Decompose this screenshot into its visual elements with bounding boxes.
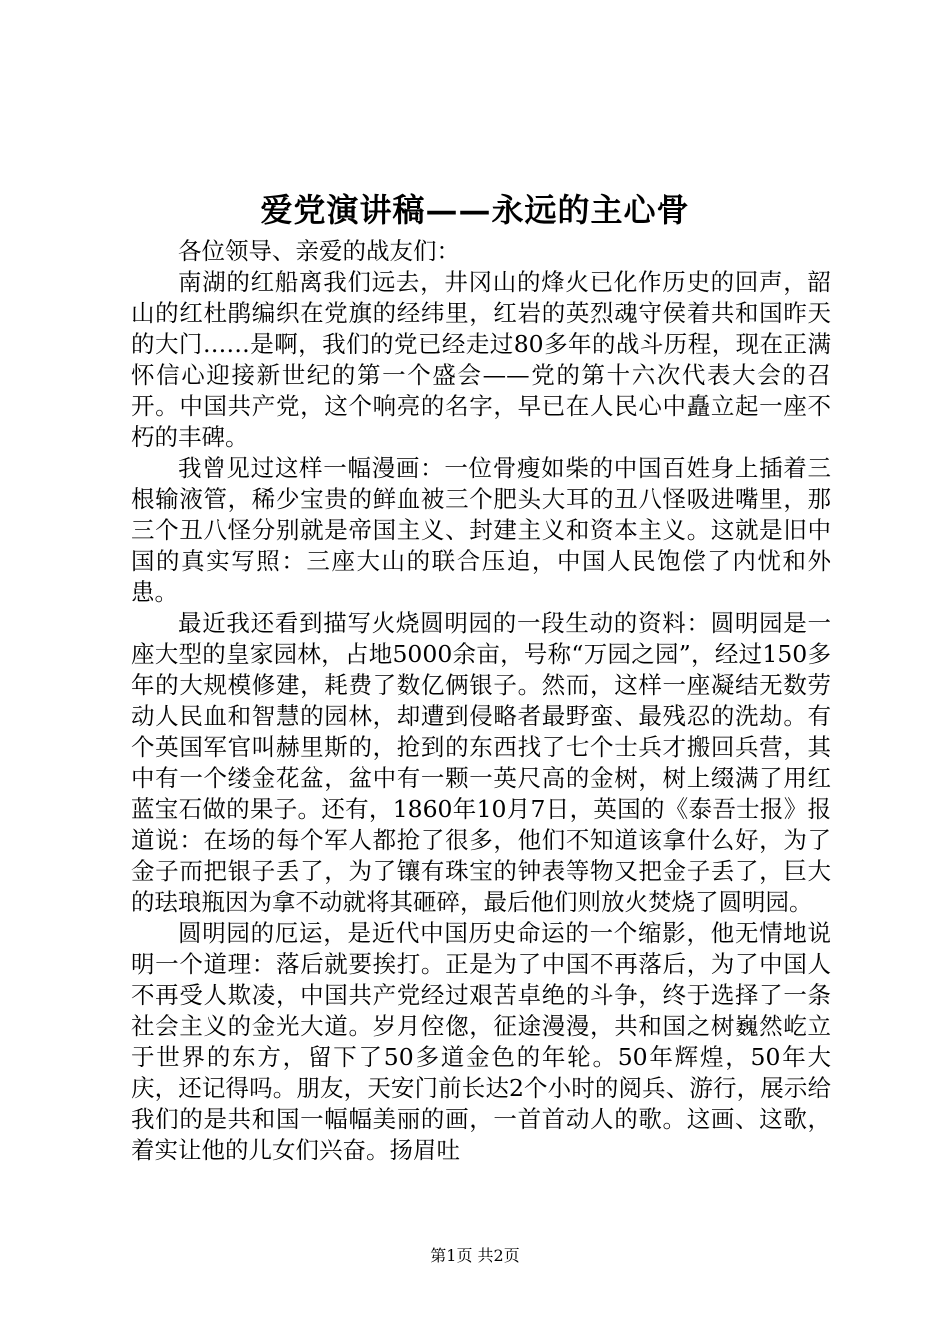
page-number-footer: 第1页 共2页	[430, 1246, 520, 1265]
salutation-paragraph: 各位领导、亲爱的战友们：	[178, 237, 460, 265]
body-paragraph: 我曾见过这样一幅漫画：一位骨瘦如柴的中国百姓身上插着三根输液管，稀少宝贵的鲜血被三个肥头大耳的丑八怪吸进嘴里，那三个丑八怪分别就是帝国主义、封建主义和资本主义。这就是旧中国的真实写照：三座大山的联合压迫，中国人民饱偿了内忧和外患。	[131, 454, 831, 606]
document-title: 爱党演讲稿——永远的主心骨	[260, 191, 690, 229]
body-paragraph: 最近我还看到描写火烧圆明园的一段生动的资料：圆明园是一座大型的皇家园林，占地5000余亩，号称“万园之园”，经过150多年的大规模修建，耗费了数亿俩银子。然而，这样一座凝结无数劳动人民血和智慧的园林，却遭到侵略者最野蛮、最残忍的洗劫。有个英国军官叫赫里斯的，抢到的东西找了七个士兵才搬回兵营，其中有一个缕金花盆，盆中有一颗一英尺高的金树，树上缀满了用红蓝宝石做的果子。还有，1860年10月7日，英国的《泰吾士报》报道说：在场的每个军人都抢了很多，他们不知道该拿什么好，为了金子而把银子丢了，为了镶有珠宝的钟表等物又把金子丢了，巨大的珐琅瓶因为拿不动就将其砸碎，最后他们则放火焚烧了圆明园。	[131, 609, 831, 916]
body-paragraph: 南湖的红船离我们远去，井冈山的烽火已化作历史的回声，韶山的红杜鹃编织在党旗的经纬里，红岩的英烈魂守侯着共和国昨天的大门……是啊，我们的党已经走过80多年的战斗历程，现在正满怀信心迎接新世纪的第一个盛会——党的第十六次代表大会的召开。中国共产党，这个响亮的名字，早已在人民心中矗立起一座不朽的丰碑。	[131, 268, 831, 451]
document-body	[131, 236, 831, 1166]
body-paragraph: 圆明园的厄运，是近代中国历史命运的一个缩影，他无情地说明一个道理：落后就要挨打。正是为了中国不再落后，为了中国人不再受人欺凌，中国共产党经过艰苦卓绝的斗争，终于选择了一条社会主义的金光大道。岁月倥偬，征途漫漫，共和国之树巍然屹立于世界的东方，留下了50多道金色的年轮。50年辉煌，50年大庆，还记得吗。朋友，天安门前长达2个小时的阅兵、游行，展示给我们的是共和国一幅幅美丽的画，一首首动人的歌。这画、这歌，着实让他的儿女们兴奋。扬眉吐	[131, 919, 831, 1164]
